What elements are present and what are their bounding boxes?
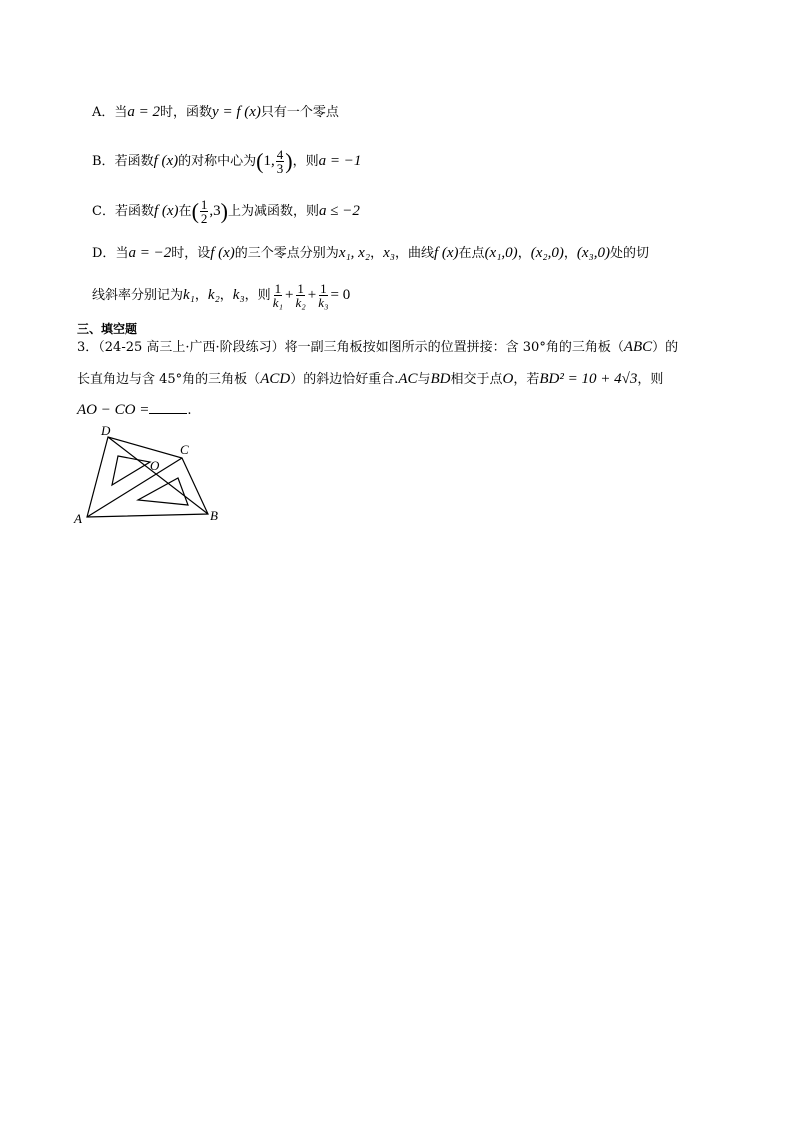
text: ， [194,288,208,303]
text: 的对称中心为 [178,154,257,169]
option-label: A． [92,105,115,120]
fraction [294,282,306,309]
inner-triangle-30 [138,478,188,505]
math: (x₁,0) [484,245,518,261]
math: (x₃,0) [576,245,610,261]
text: 当 [114,105,128,120]
text: 时，设 [171,246,211,261]
frac-num: 1 [274,281,282,296]
text: 3．（24-25 高三上·广西·阶段练习）将一副三角板按如图所示的位置拼接：含 30°角的三角板（ [77,340,624,355]
text: 处的切 [609,246,649,261]
outer-quadrilateral [87,437,208,517]
text: 若函数 [114,204,154,219]
text: 相交于点 [450,372,503,387]
frac-num: 4 [276,147,284,162]
text: ，若 [513,372,540,387]
label-a: A [74,511,82,526]
text: ， [517,246,531,261]
label-o: O [150,458,160,473]
math: 1, [263,153,275,169]
fraction [200,198,209,225]
frac-den: k₂ [295,295,306,310]
math: + [284,287,294,303]
question-3-line3 [77,399,191,422]
frac-den: k₁ [272,295,283,310]
paren: ( [256,148,264,174]
math: = 0 [330,287,351,303]
question-3-line1 [77,336,678,359]
math: a ≤ −2 [318,203,360,219]
option-a [92,102,339,123]
text: 上为减函数，则 [227,204,319,219]
option-label: D． [92,246,116,261]
paren: ) [220,198,228,224]
text: 当 [115,246,129,261]
math: f (x) [433,245,459,261]
math: BD² = 10 + 4√3 [539,371,638,387]
math: x₁, x₂ [338,245,371,261]
math: + [307,287,317,303]
text: 只有一个零点 [260,105,339,120]
text: ， [563,246,577,261]
text: ，则 [637,372,664,387]
text: ，则 [292,154,319,169]
math: ,3 [209,203,221,219]
math: AC [398,371,418,387]
math: a = 2 [127,104,161,120]
math: k₁ [183,287,195,303]
paren: ) [285,148,293,174]
frac-den: 3 [276,161,284,176]
frac-den: 2 [200,211,208,226]
text: 的三个零点分别为 [234,246,339,261]
text: ， [370,246,384,261]
math: a = −1 [318,153,362,169]
option-b [92,148,361,175]
frac-num: 1 [320,281,327,296]
math: x₃ [383,245,395,261]
math: ABC [623,339,653,355]
text: 长直角边与含 45°角的三角板（ [77,372,261,387]
question-3-line2 [77,368,663,391]
diagonal-db [108,437,208,514]
text: 线斜率分别记为 [92,288,184,303]
fraction [317,282,329,309]
math: AO − CO = [77,402,150,418]
text: 时，函数 [160,105,213,120]
fraction [272,282,284,309]
label-d: D [101,423,111,438]
text: 与 [417,372,431,387]
option-label: B． [92,154,115,169]
label-b: B [210,508,218,523]
math: O [502,371,514,387]
text: ，曲线 [394,246,434,261]
label-c: C [180,442,189,457]
section-heading: 三、填空题 [77,322,138,336]
math: (x₂,0) [530,245,564,261]
text: 若函数 [114,154,154,169]
math: f (x) [210,245,235,261]
text: . [187,403,192,418]
math: k₃ [232,287,245,303]
math: y = f (x) [212,104,261,120]
fraction [276,148,285,175]
paren: ( [191,198,199,224]
frac-num: 1 [297,281,304,296]
frac-num: 1 [200,197,208,212]
text: ）的 [652,340,679,355]
option-label: C． [92,204,115,219]
math: k₂ [207,287,220,303]
option-c [92,198,360,225]
frac-den: k₃ [318,295,329,310]
option-d-line2 [92,282,350,309]
text: ）的斜边恰好重合. [290,372,399,387]
math: a = −2 [128,245,172,261]
math: f (x) [153,153,179,169]
answer-blank[interactable] [149,399,187,414]
option-d [92,243,649,264]
text: ， [219,288,233,303]
text: 在 [178,204,192,219]
text: 在点 [458,246,485,261]
diagonal-ac [87,458,182,517]
math: BD [430,371,451,387]
text: ，则 [244,288,271,303]
math: f (x) [153,203,179,219]
math: ACD [260,371,291,387]
inner-triangle-45 [112,456,150,485]
